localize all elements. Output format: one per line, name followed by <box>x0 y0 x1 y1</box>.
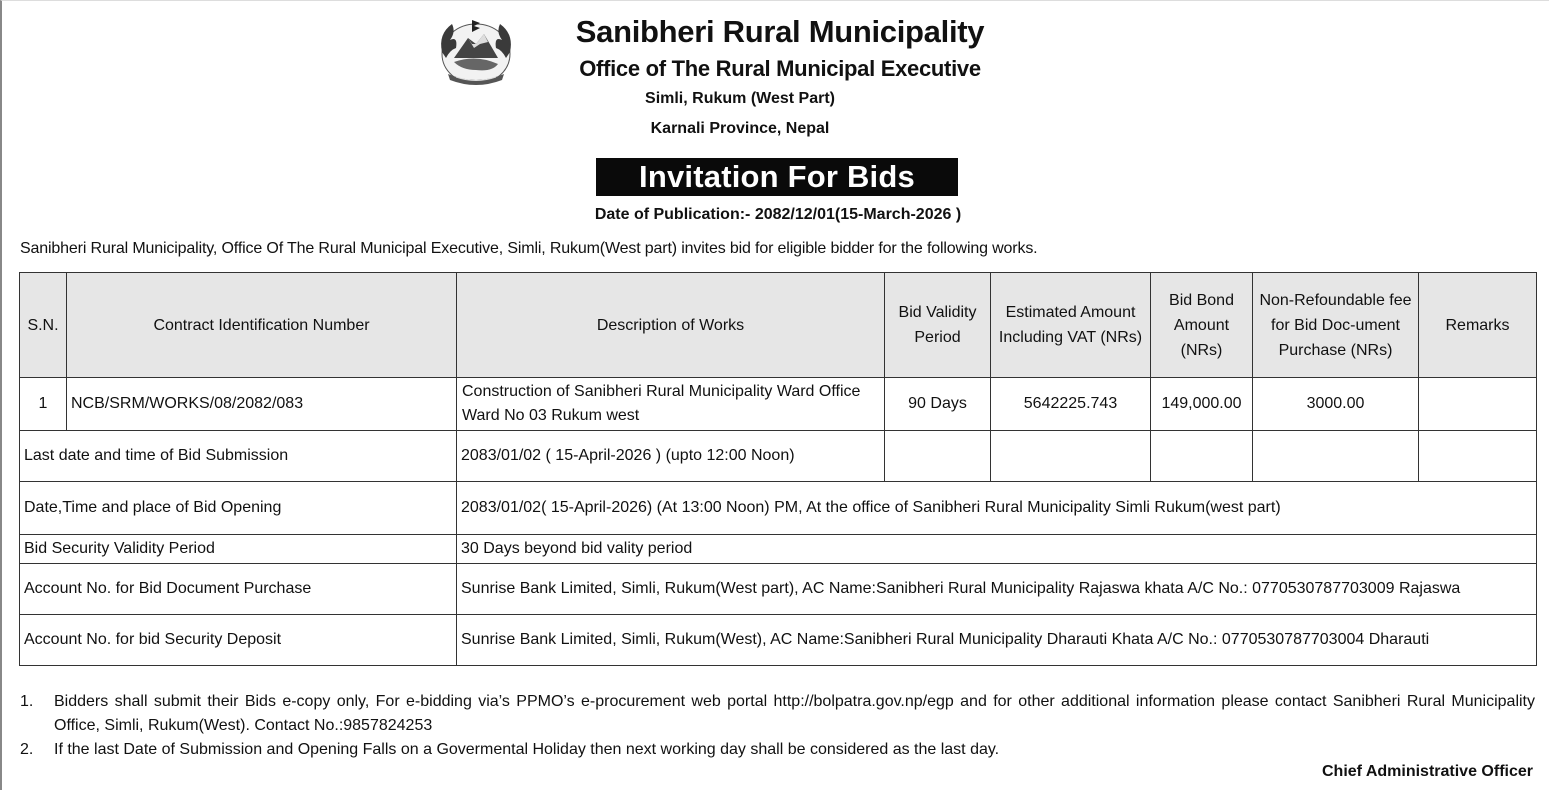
column-header-sn: S.N. <box>20 273 67 378</box>
detail-value: 30 Days beyond bid vality period <box>457 535 1537 564</box>
empty-cell <box>1253 431 1419 482</box>
table-row <box>20 378 1537 431</box>
column-header-remarks: Remarks <box>1419 273 1537 378</box>
note-item <box>20 690 1535 738</box>
column-header-bid-validity: Bid Validity Period <box>885 273 991 378</box>
publication-date: Date of Publication:- 2082/12/01(15-March-2026 ) <box>594 206 962 223</box>
detail-row-bid-submission <box>20 431 1537 482</box>
detail-label: Date,Time and place of Bid Opening <box>20 482 457 535</box>
office-location: Simli, Rukum (West Part) <box>645 90 835 107</box>
detail-label: Last date and time of Bid Submission <box>20 431 457 482</box>
note-number: 2. <box>20 741 34 758</box>
cell-bid-bond: 149,000.00 <box>1151 378 1253 431</box>
cell-contract-id: NCB/SRM/WORKS/08/2082/083 <box>67 378 457 431</box>
note-text: Bidders shall submit their Bids e-copy only, For e-bidding via’s PPMO’s e-procurement web portal http://bolpatra.gov.np/egp and for other additional information please contact Sanibheri Rural Municipality Office, Simli, Rukum(West). Contact No.:9857824253 <box>54 693 1535 734</box>
empty-cell <box>1151 431 1253 482</box>
bid-table <box>19 272 1537 666</box>
empty-cell <box>885 431 991 482</box>
cell-estimated-amount: 5642225.743 <box>991 378 1151 431</box>
column-header-bid-bond: Bid Bond Amount (NRs) <box>1151 273 1253 378</box>
cell-sn: 1 <box>20 378 67 431</box>
detail-label: Account No. for Bid Document Purchase <box>20 564 457 615</box>
municipality-name: Sanibheri Rural Municipality <box>575 14 985 49</box>
note-number: 1. <box>20 693 34 710</box>
cell-description: Construction of Sanibheri Rural Municipality Ward Office Ward No 03 Rukum west <box>457 378 885 431</box>
detail-value: 2083/01/02( 15-April-2026) (At 13:00 Noon) PM, At the office of Sanibheri Rural Municipality Simli Rukum(west part) <box>457 482 1537 535</box>
cell-document-fee: 3000.00 <box>1253 378 1419 431</box>
empty-cell <box>991 431 1151 482</box>
column-header-estimated-amount: Estimated Amount Including VAT (NRs) <box>991 273 1151 378</box>
intro-paragraph: Sanibheri Rural Municipality, Office Of The Rural Municipal Executive, Simli, Rukum(West part) invites bid for eligible bidder for the following works. <box>20 240 1038 257</box>
cell-bid-validity: 90 Days <box>885 378 991 431</box>
note-item <box>20 738 1535 762</box>
detail-value: 2083/01/02 ( 15-April-2026 ) (upto 12:00 Noon) <box>457 431 885 482</box>
column-header-description: Description of Works <box>457 273 885 378</box>
nepal-government-emblem-icon <box>432 14 520 92</box>
signatory-title: Chief Administrative Officer <box>1321 763 1533 780</box>
column-header-document-fee: Non-Refoundable fee for Bid Doc-ument Purchase (NRs) <box>1253 273 1419 378</box>
office-name: Office of The Rural Municipal Executive <box>579 56 981 81</box>
letterhead <box>0 0 1551 150</box>
detail-row-bid-opening <box>20 482 1537 535</box>
notice-title-banner: Invitation For Bids <box>596 158 958 196</box>
notes-list <box>20 690 1535 762</box>
note-text: If the last Date of Submission and Opening Falls on a Govermental Holiday then next working day shall be considered as the last day. <box>54 741 1000 758</box>
empty-cell <box>1419 431 1537 482</box>
detail-row-security-account <box>20 615 1537 666</box>
detail-label: Account No. for bid Security Deposit <box>20 615 457 666</box>
cell-remarks <box>1419 378 1537 431</box>
table-header-row <box>20 273 1537 378</box>
detail-row-security-validity <box>20 535 1537 564</box>
detail-value: Sunrise Bank Limited, Simli, Rukum(West), AC Name:Sanibheri Rural Municipality Dharauti Khata A/C No.: 0770530787703004 Dharauti <box>457 615 1537 666</box>
column-header-contract-id: Contract Identification Number <box>67 273 457 378</box>
detail-row-document-account <box>20 564 1537 615</box>
detail-label: Bid Security Validity Period <box>20 535 457 564</box>
detail-value: Sunrise Bank Limited, Simli, Rukum(West part), AC Name:Sanibheri Rural Municipality Rajaswa khata A/C No.: 0770530787703009 Rajaswa <box>457 564 1537 615</box>
province: Karnali Province, Nepal <box>650 120 830 137</box>
